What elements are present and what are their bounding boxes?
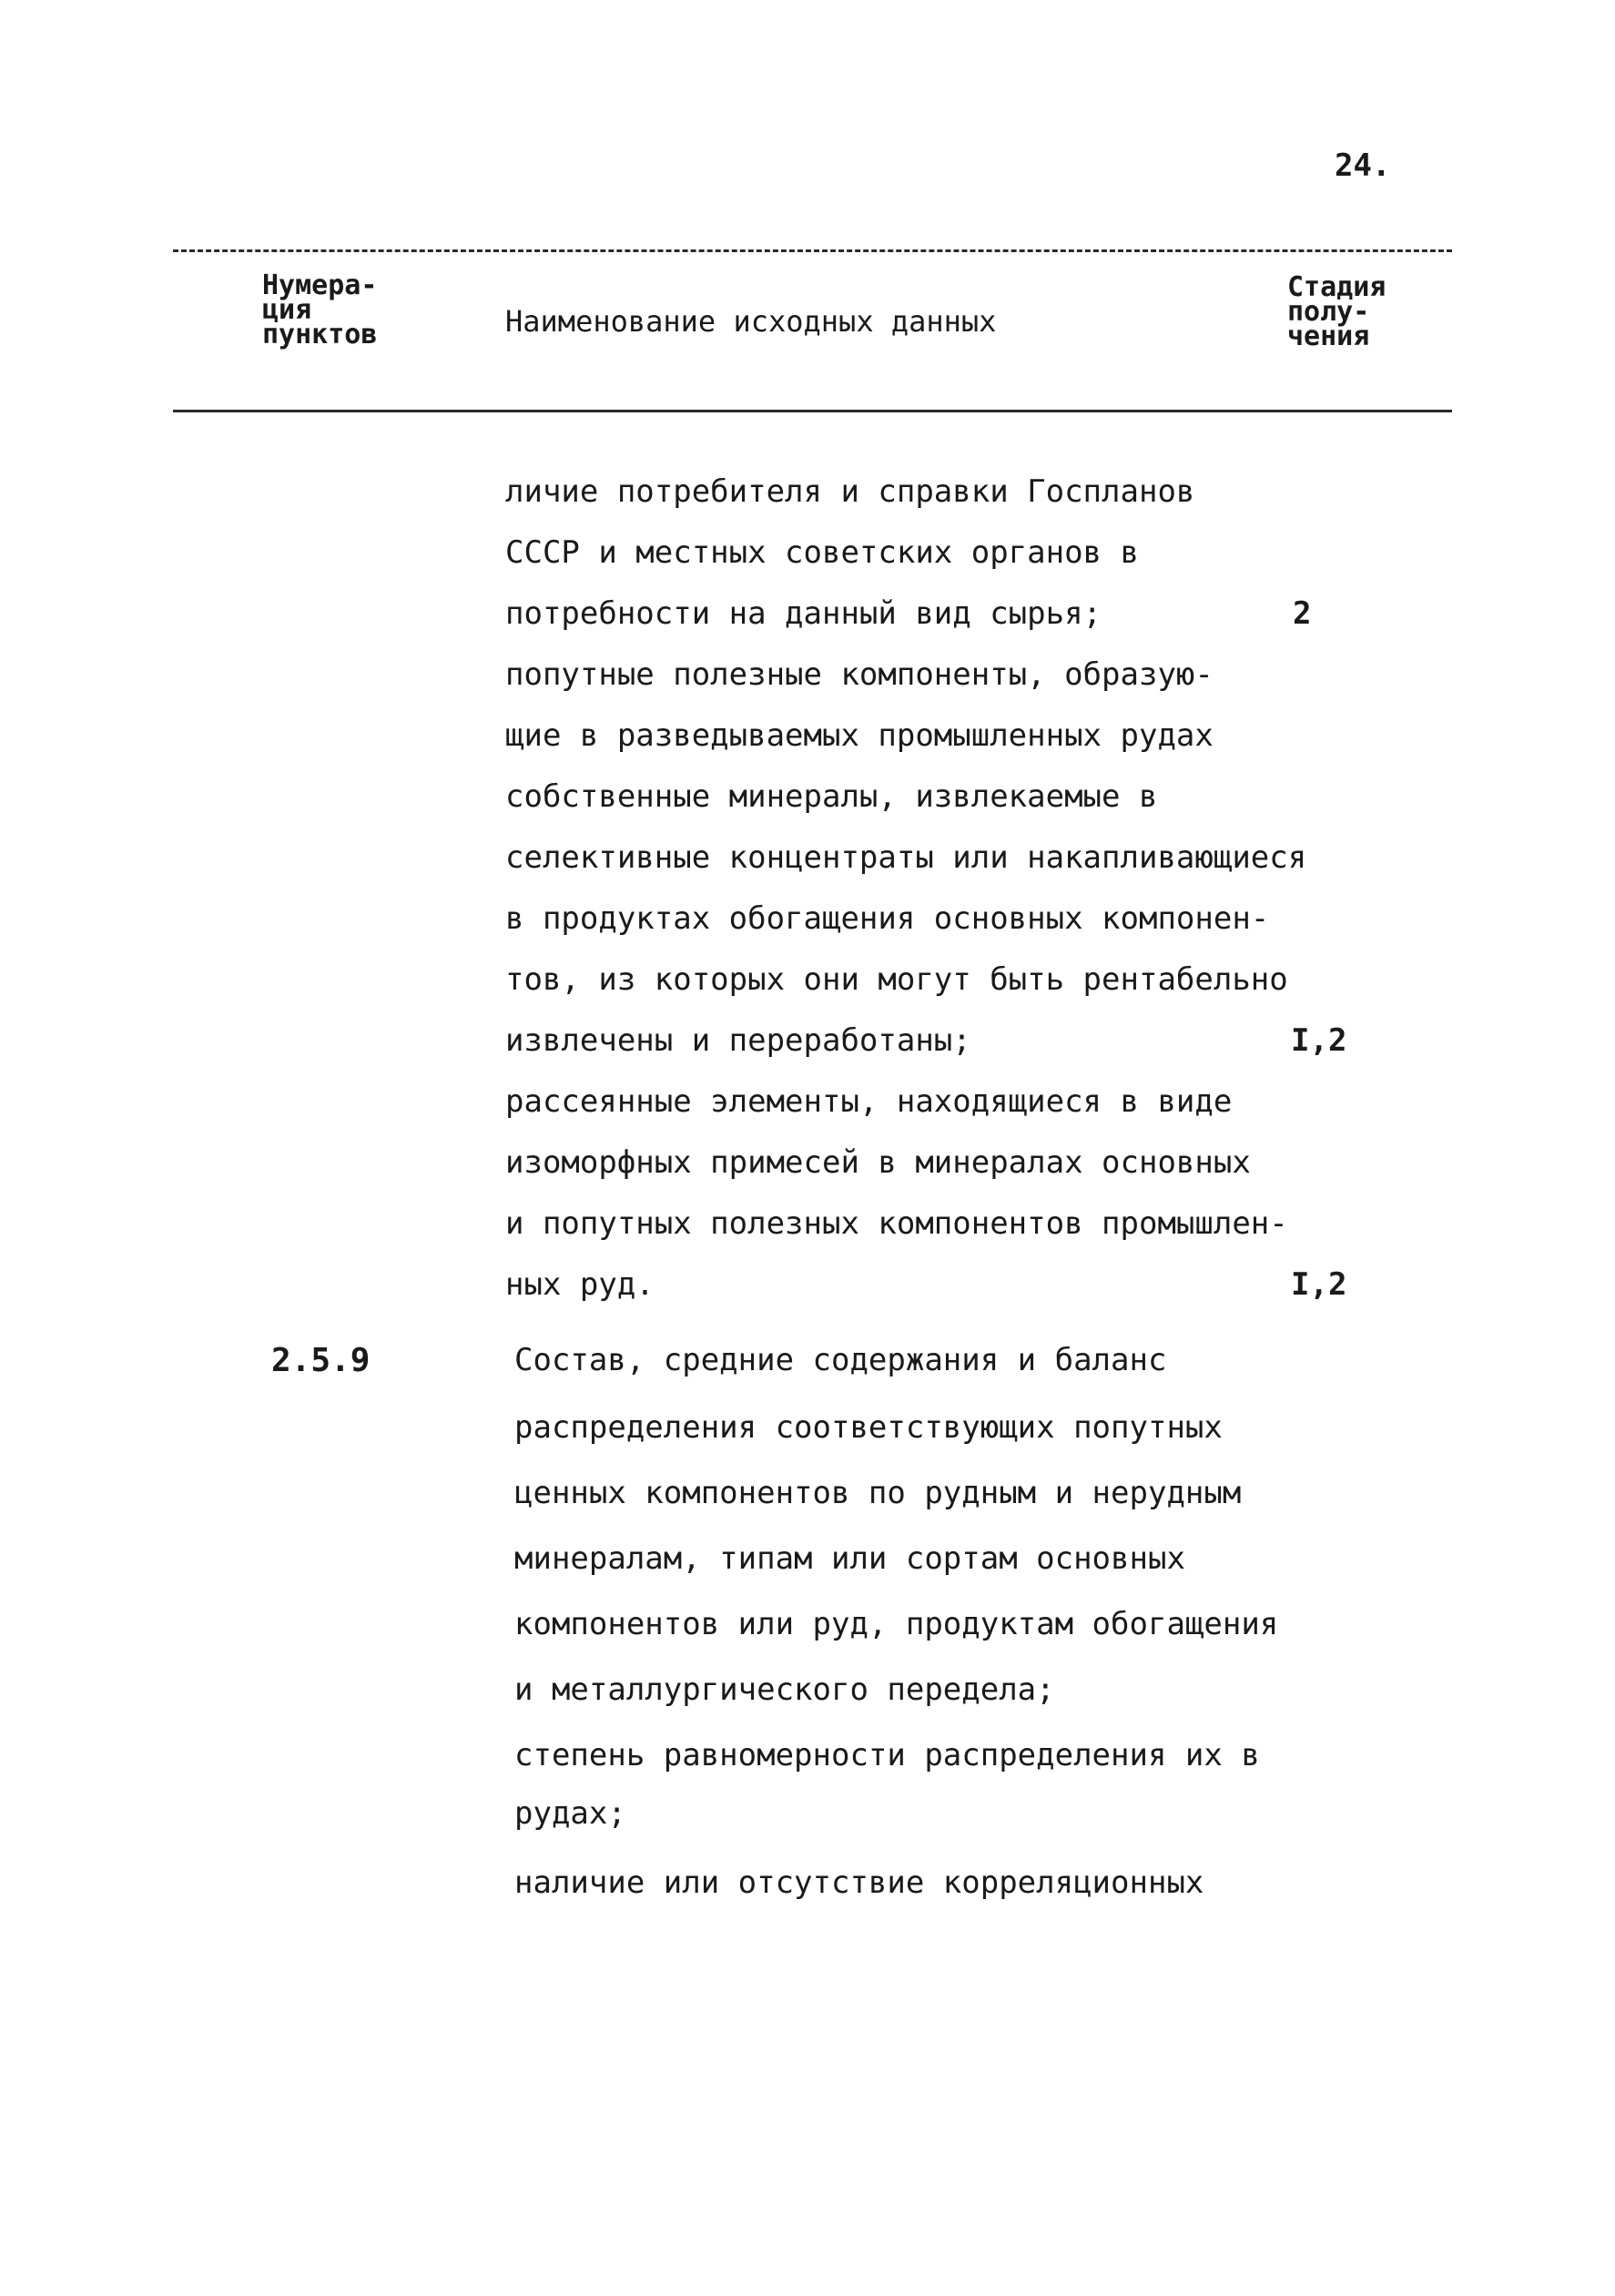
table-header-top-rule (173, 249, 1452, 252)
text-line: наличие или отсутствие корреляционных (514, 1864, 1204, 1901)
text-line: ных руд. (505, 1266, 655, 1303)
stage-value: 2 (1293, 595, 1312, 632)
text-line: и металлургического передела; (514, 1671, 1055, 1708)
text-line: потребности на данный вид сырья; (505, 595, 1102, 632)
header-stage-line: Стадия (1287, 271, 1386, 303)
text-line: собственные минералы, извлекаемые в (505, 778, 1158, 815)
table-header-bottom-rule (173, 410, 1452, 412)
text-line: тов, из которых они могут быть рентабельно (505, 961, 1288, 998)
text-line: изоморфных примесей в минералах основных (505, 1144, 1251, 1181)
text-line: минералам, типам или сортам основных (514, 1540, 1185, 1577)
stage-value: I,2 (1291, 1266, 1347, 1303)
header-stage-line: чения (1287, 320, 1370, 352)
text-line: личие потребителя и справки Госпланов (505, 473, 1195, 510)
text-line: СССР и местных советских органов в (505, 534, 1139, 571)
text-line: ценных компонентов по рудным и нерудным (514, 1475, 1242, 1511)
text-line: в продуктах обогащения основных компонен- (505, 900, 1270, 937)
page-number: 24. (1335, 147, 1391, 184)
section-number: 2.5.9 (271, 1342, 371, 1379)
text-line: щие в разведываемых промышленных рудах (505, 717, 1214, 754)
text-line: рассеянные элементы, находящиеся в виде (505, 1083, 1233, 1120)
header-item-number-line: пунктов (262, 319, 378, 350)
header-stage-line: полу- (1287, 296, 1370, 328)
text-line: и попутных полезных компонентов промышлен- (505, 1205, 1288, 1242)
text-line: компонентов или руд, продуктам обогащения (514, 1606, 1279, 1642)
text-line: попутные полезные компоненты, образую- (505, 656, 1214, 693)
header-item-number-line: ция (262, 294, 312, 326)
header-data-name: Наименование исходных данных (505, 304, 997, 339)
stage-value: I,2 (1291, 1022, 1347, 1059)
text-line: распределения соответствующих попутных (514, 1409, 1223, 1446)
header-item-number-line: Нумера- (262, 269, 378, 301)
text-line: рудах; (514, 1795, 626, 1832)
text-line: степень равномерности распределения их в (514, 1737, 1260, 1773)
header-item-number (262, 269, 426, 350)
header-stage (1287, 271, 1415, 352)
text-line: Состав, средние содержания и баланс (514, 1342, 1167, 1378)
text-line: извлечены и переработаны; (505, 1022, 971, 1059)
text-line: селективные концентраты или накапливающиеся (505, 839, 1307, 876)
